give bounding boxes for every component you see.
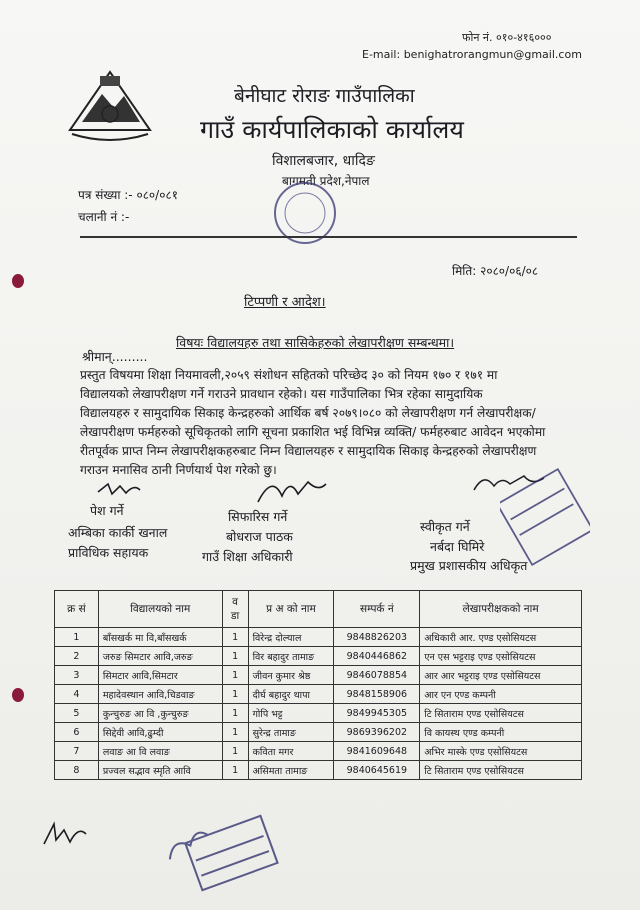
table-row xyxy=(55,628,582,647)
table-cell: 9848826203 xyxy=(334,628,420,647)
signatory-role: पेश गर्ने xyxy=(90,503,124,518)
table-cell: 9848158906 xyxy=(334,685,420,704)
body-line: प्रस्तुत विषयमा शिक्षा नियमावली,२०५९ संशोधन सहितको परिच्छेद ३० को नियम १७० र १७१ मा xyxy=(80,368,498,382)
table-cell: 1 xyxy=(222,685,248,704)
table-cell: 9869396202 xyxy=(334,723,420,742)
table-row xyxy=(55,685,582,704)
column-header: विद्यालयको नाम xyxy=(98,591,222,628)
column-header: लेखापरीक्षकको नाम xyxy=(420,591,582,628)
table-cell: 7 xyxy=(55,742,99,761)
column-header: क्र सं xyxy=(55,591,99,628)
signatory-name: बोधराज पाठक xyxy=(226,529,293,544)
table-cell: 9840645619 xyxy=(334,761,420,780)
office-location: विशालबजार, धादिङ xyxy=(272,153,375,169)
table-cell: 1 xyxy=(222,723,248,742)
table-cell: 1 xyxy=(222,761,248,780)
auditor-assignment-table xyxy=(54,590,582,780)
municipality-name: बेनीघाट रोराङ गाउँपालिका xyxy=(234,85,415,107)
table-cell: विरेन्द्र दोल्याल xyxy=(248,628,334,647)
table-cell: लवाङ आ वि लवाङ xyxy=(98,742,222,761)
subject-line: विषयः विद्यालयहरु तथा सासिकेहरुको लेखापरीक्षण सम्बन्धमा। xyxy=(176,335,455,350)
punch-hole xyxy=(12,688,24,702)
punch-hole xyxy=(12,274,24,288)
table-row xyxy=(55,647,582,666)
column-header: व डा xyxy=(222,591,248,628)
table-cell: एन एस भट्टराइ एण्ड एसोसियटस xyxy=(420,647,582,666)
signatory-name: अम्बिका कार्की खनाल xyxy=(68,525,168,540)
table-cell: कविता मगर xyxy=(248,742,334,761)
header-divider xyxy=(80,236,577,238)
table-cell: 5 xyxy=(55,704,99,723)
table-cell: 8 xyxy=(55,761,99,780)
table-cell: 4 xyxy=(55,685,99,704)
table-cell: 1 xyxy=(222,628,248,647)
signature-mark-icon xyxy=(252,472,332,512)
email-address: E-mail: benighatrorangmun@gmail.com xyxy=(362,48,582,61)
table-cell: 9846078854 xyxy=(334,666,420,685)
signatory-role: स्वीकृत गर्ने xyxy=(420,519,470,534)
table-cell: 6 xyxy=(55,723,99,742)
table-cell: विर बहादुर तामाङ xyxy=(248,647,334,666)
table-cell: 9849945305 xyxy=(334,704,420,723)
table-cell: प्रज्वल सद्भाव स्मृति आवि xyxy=(98,761,222,780)
table-cell: गोपि भट्ट xyxy=(248,704,334,723)
table-cell: बाँसखर्क मा वि,बाँसखर्क xyxy=(98,628,222,647)
table-cell: 9840446862 xyxy=(334,647,420,666)
table-cell: कुन्चुरुङ आ वि ,कुन्चुरुङ xyxy=(98,704,222,723)
signature-mark-icon xyxy=(40,816,90,852)
body-line: रीतपूर्वक प्राप्त निम्न लेखापरीक्षकहरुबाट निम्न विद्यालयहरु र सामुदायिक सिकाइ केन्द्रहरुको लेखापरीक्षण xyxy=(80,444,537,458)
table-row xyxy=(55,723,582,742)
body-line: लेखापरीक्षण फर्महरुको सूचिकृतको लागि सूचना प्रकाशित भई विभिन्न व्यक्ति/ फर्महरुबाट आवेदन भएकोमा xyxy=(80,425,546,439)
table-cell: टि सिताराम एण्ड एसोसियटस xyxy=(420,761,582,780)
signatory-role: सिफारिस गर्ने xyxy=(228,509,288,524)
government-emblem-icon xyxy=(62,60,158,146)
table-cell: असिमता तामाङ xyxy=(248,761,334,780)
table-cell: 9841609648 xyxy=(334,742,420,761)
table-cell: टि सिताराम एण्ड एसोसियटस xyxy=(420,704,582,723)
signatory-title: प्रमुख प्रशासकीय अधिकृत xyxy=(410,558,528,573)
body-line: गराउन मनासिव ठानी निर्णयार्थ पेश गरेको छु। xyxy=(80,463,277,477)
table-cell: आर आर भट्टराइ एण्ड एसोसियटस xyxy=(420,666,582,685)
table-cell: 3 xyxy=(55,666,99,685)
body-line: विद्यालयहरु र सामुदायिक सिकाइ केन्द्रहरुको आर्थिक बर्ष २०७९।०८० को लेखापरीक्षण गर्न लेखापरीक्षक/ xyxy=(80,406,536,420)
table-cell: 1 xyxy=(55,628,99,647)
table-cell: 1 xyxy=(222,704,248,723)
table-row xyxy=(55,761,582,780)
table-cell: 1 xyxy=(222,647,248,666)
table-row xyxy=(55,666,582,685)
column-header: सम्पर्क नं xyxy=(334,591,420,628)
table-cell: जरुङ सिमटार आवि,जरुङ xyxy=(98,647,222,666)
table-row xyxy=(55,704,582,723)
approval-stamp-icon xyxy=(500,462,590,572)
table-cell: सिद्देवी आवि,ढुम्दी xyxy=(98,723,222,742)
table-header-row xyxy=(55,591,582,628)
table-cell: सिमटार आवि,सिमटार xyxy=(98,666,222,685)
column-header: प्र अ को नाम xyxy=(248,591,334,628)
signatory-title: प्राविधिक सहायक xyxy=(68,545,149,560)
table-cell: अभिर मास्के एण्ड एसोसियटस xyxy=(420,742,582,761)
salutation: श्रीमान्......... xyxy=(82,349,148,364)
approval-stamp-icon xyxy=(150,800,300,900)
dispatch-number: चलानी नं :- xyxy=(78,210,130,224)
table-cell: वि कायस्थ एण्ड कम्पनी xyxy=(420,723,582,742)
table-row xyxy=(55,742,582,761)
body-line: विद्यालयको लेखापरीक्षण गर्ने गराउने प्रावधान रहेको। यस गाउँपालिका भित्र रहेका सामुदायिक xyxy=(80,387,483,401)
document-title: टिप्पणी र आदेश। xyxy=(244,295,326,310)
office-name: गाउँ कार्यपालिकाको कार्यालय xyxy=(200,115,464,144)
table-cell: सुरेन्द्र तामाङ xyxy=(248,723,334,742)
table-cell: महादेवस्थान आवि,चिडवाङ xyxy=(98,685,222,704)
table-cell: दीर्घ बहादुर थापा xyxy=(248,685,334,704)
letter-reference-number: पत्र संख्या :- ०८०/०८१ xyxy=(78,188,178,202)
table-cell: जीवन कुमार श्रेष्ठ xyxy=(248,666,334,685)
signature-mark-icon xyxy=(94,478,144,500)
table-cell: आर एन एण्ड कम्पनी xyxy=(420,685,582,704)
table-cell: 1 xyxy=(222,666,248,685)
document-date: मिति: २०८०/०६/०८ xyxy=(452,264,539,278)
table-cell: 2 xyxy=(55,647,99,666)
phone-number: फोन नं. ०१०-४१६००० xyxy=(462,31,552,44)
signatory-name: नर्बदा घिमिरे xyxy=(430,539,485,554)
office-province: बागमती प्रदेश,नेपाल xyxy=(282,174,370,188)
table-cell: 1 xyxy=(222,742,248,761)
signatory-title: गाउँ शिक्षा अधिकारी xyxy=(202,549,293,564)
table-cell: अधिकारी आर. एण्ड एसोसियटस xyxy=(420,628,582,647)
